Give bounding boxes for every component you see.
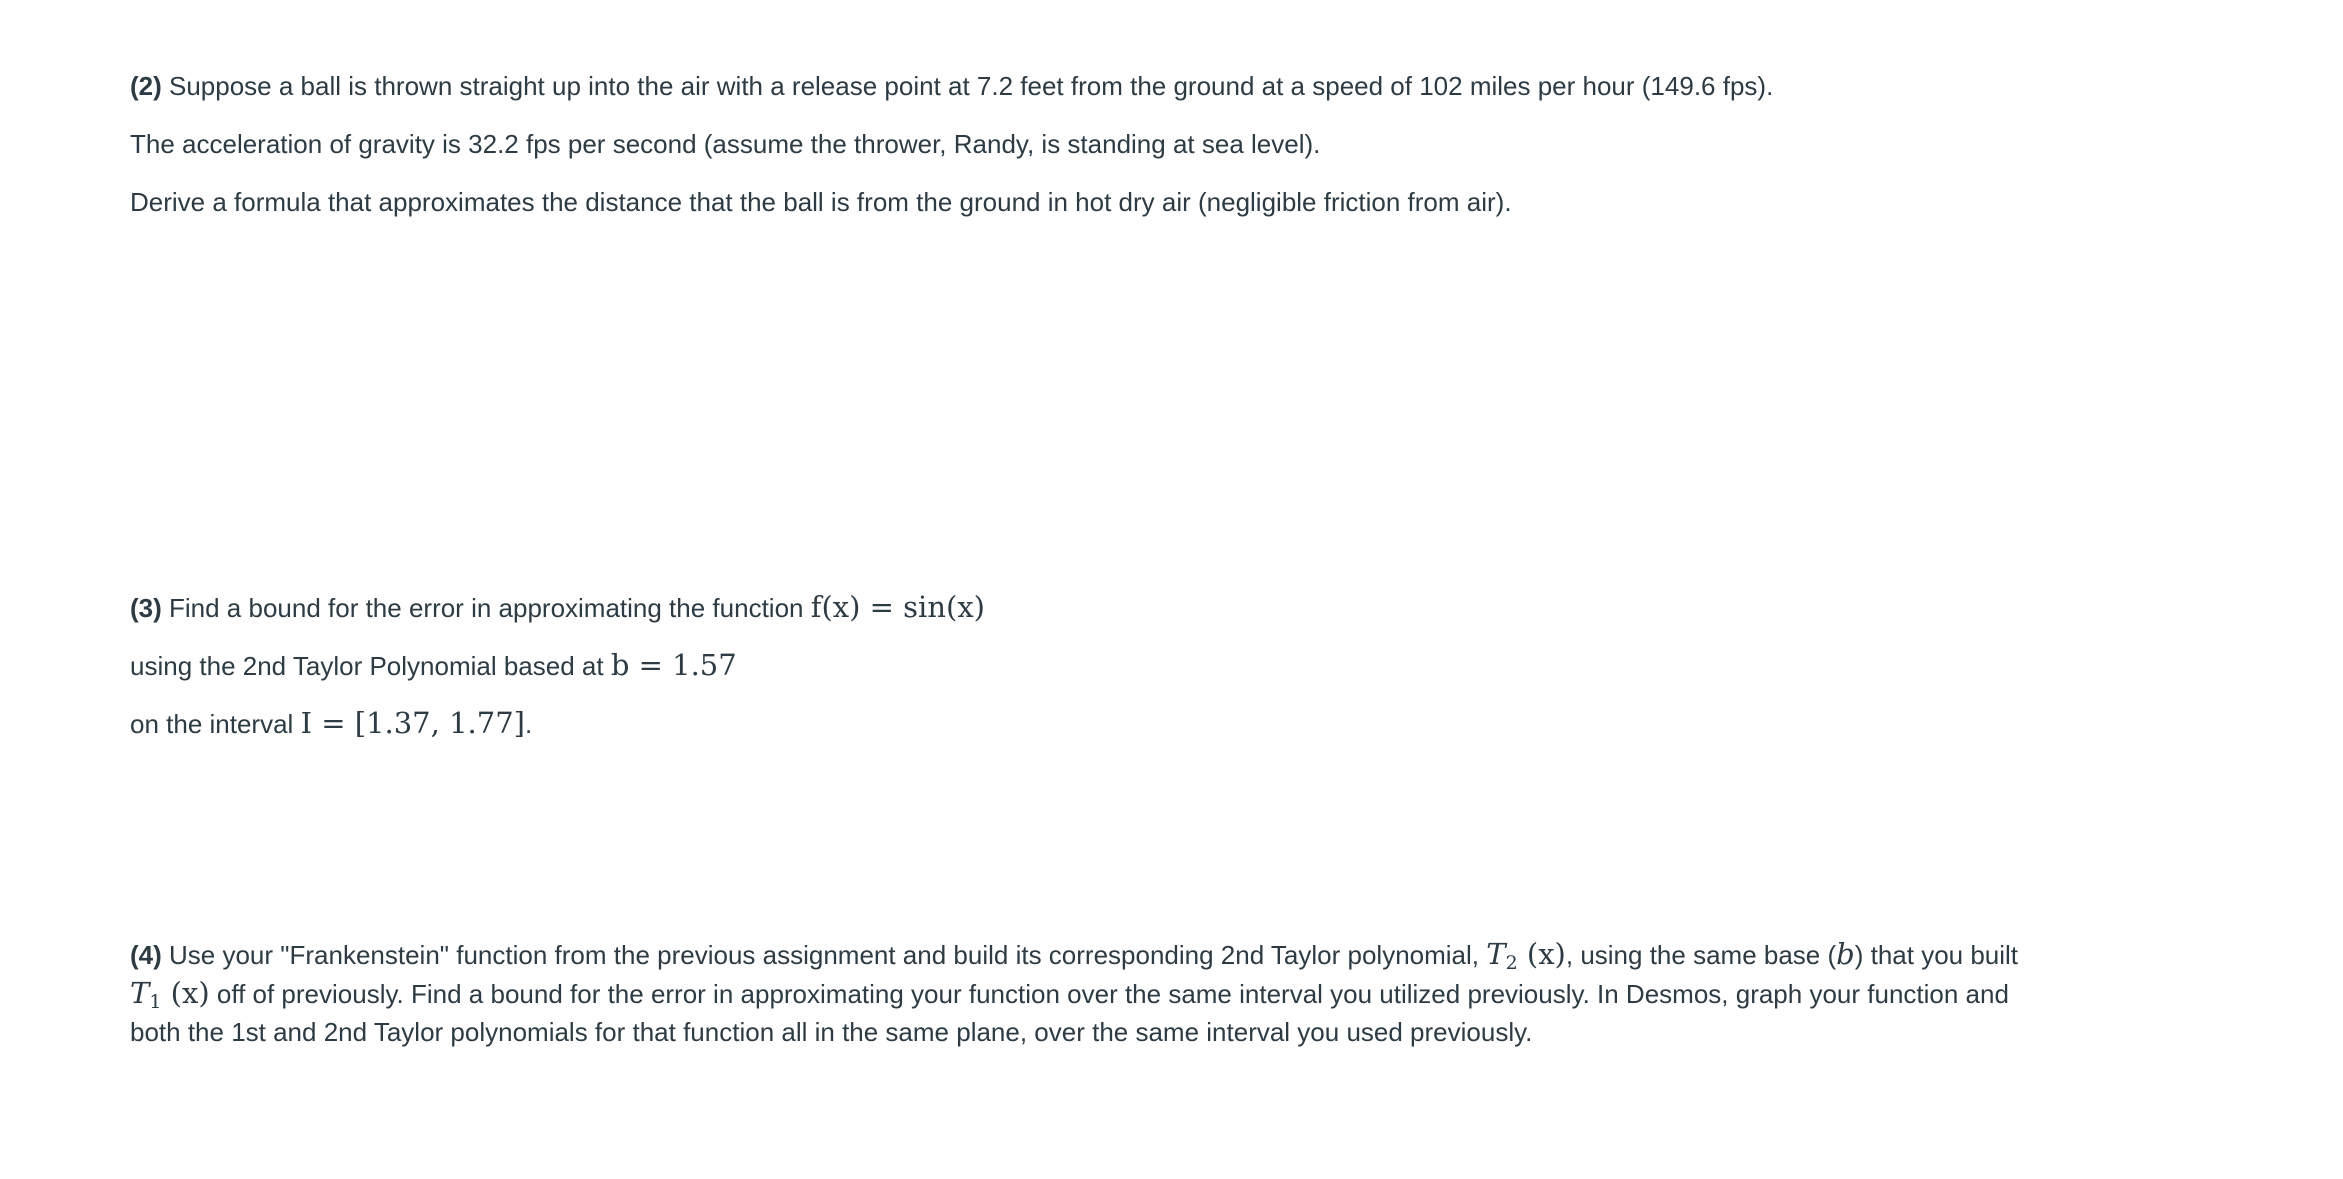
- q3-interval-math: I = [1.37, 1.77]: [300, 706, 525, 740]
- question-2: [130, 67, 2080, 221]
- q4-t2-argument: (x): [1517, 937, 1566, 971]
- q3-line-3-text: on the interval: [130, 709, 301, 739]
- q4-text-a: Use your "Frankenstein" function from the previous assignment and build its corresponding 2nd Taylor polynomial,: [161, 940, 1487, 970]
- q3-line-1: [130, 588, 2080, 626]
- q4-t1-argument: (x): [161, 976, 210, 1010]
- q4-text-b: , using the same base (: [1565, 940, 1837, 970]
- q4-t2-math: [1486, 937, 1566, 974]
- q4-b-math: [1836, 937, 1855, 971]
- q2-line-2: The acceleration of gravity is 32.2 fps per second (assume the thrower, Randy, is standing at sea level).: [130, 129, 1321, 159]
- question-3: [130, 588, 2080, 742]
- q4-text-c: ) that you built: [1854, 940, 2019, 970]
- q3-line-3-end: .: [524, 709, 533, 739]
- q2-line-3: Derive a formula that approximates the distance that the ball is from the ground in hot dry air (negligible friction from air).: [130, 187, 1512, 217]
- q2-number: (2): [130, 71, 162, 101]
- q3-line-2-text: using the 2nd Taylor Polynomial based at: [130, 651, 611, 681]
- q3-line-2: [130, 646, 2080, 684]
- q3-function-math: f(x) = sin(x): [810, 590, 985, 624]
- q4-t1-math: [130, 976, 210, 1013]
- q4-paragraph: [130, 935, 2050, 1051]
- q4-t2-symbol: T: [1486, 937, 1506, 971]
- q4-number: (4): [130, 940, 162, 970]
- q3-base-math: b = 1.57: [610, 648, 737, 682]
- q4-text-d: off of previously. Find a bound for the error in approximating your function over the same interval you utilized previously. In Desmos, graph your function and both the 1st and 2nd Taylor polynomials for that function all in the same plane, over the same interval you used previously.: [130, 979, 2009, 1047]
- q4-t1-subscript: 1: [149, 991, 162, 1013]
- q4-b-symbol: b: [1836, 937, 1855, 971]
- q4-t1-symbol: T: [130, 976, 150, 1010]
- q3-line-1-text: Find a bound for the error in approximating the function: [161, 593, 811, 623]
- q3-line-3: [130, 704, 2080, 742]
- q2-line-1: [130, 67, 2080, 105]
- q3-number: (3): [130, 593, 162, 623]
- q2-line-1-text: Suppose a ball is thrown straight up into the air with a release point at 7.2 feet from the ground at a speed of 102 miles per hour (149.6 fps).: [161, 71, 1774, 101]
- question-4: [130, 935, 2080, 1051]
- q4-t2-subscript: 2: [1505, 952, 1518, 974]
